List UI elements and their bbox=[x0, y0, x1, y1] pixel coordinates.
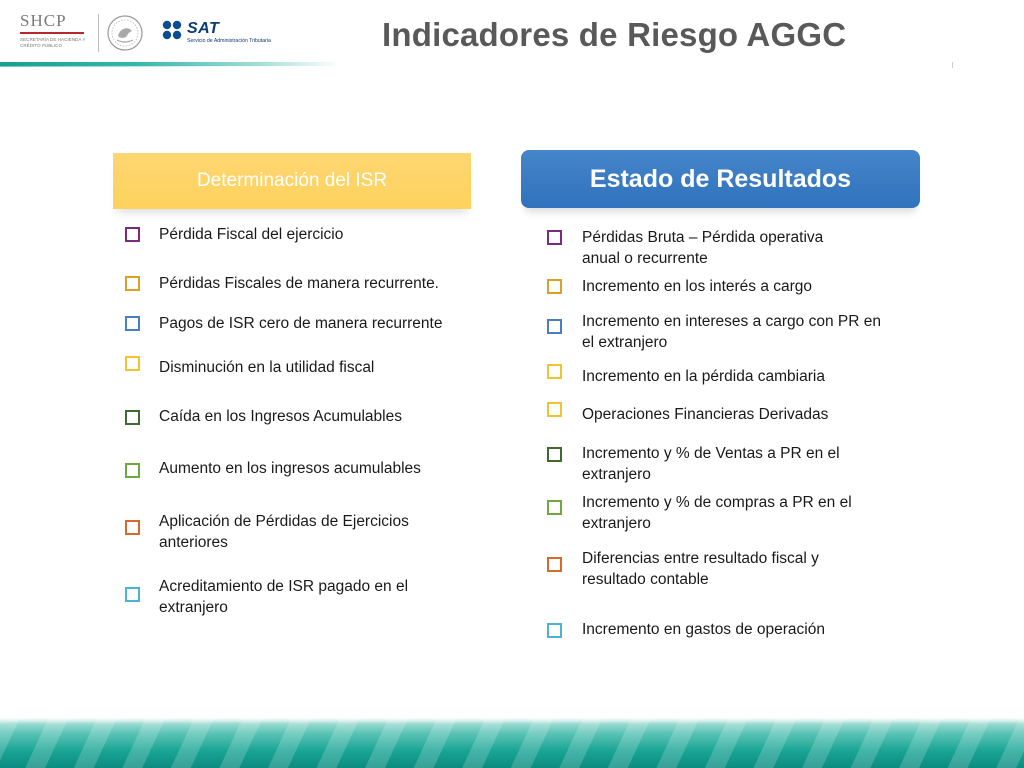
right-panel-heading-text: Estado de Resultados bbox=[589, 164, 852, 193]
list-item-label: Caída en los Ingresos Acumulables bbox=[159, 408, 402, 425]
sat-dots-icon bbox=[162, 20, 184, 42]
checkbox-square bbox=[547, 319, 562, 334]
checkbox-square bbox=[125, 463, 140, 478]
list-item-label: Pagos de ISR cero de manera recurrente bbox=[159, 315, 443, 332]
sat-logo bbox=[162, 18, 302, 50]
list-item-label: Incremento en gastos de operación bbox=[582, 621, 825, 638]
checkbox-square bbox=[125, 520, 140, 535]
checkbox-square bbox=[547, 447, 562, 462]
list-item-label: Pérdidas Bruta – Pérdida operativa anual o recurrente bbox=[582, 229, 824, 267]
list-item-label: Aplicación de Pérdidas de Ejercicios anteriores bbox=[159, 513, 409, 551]
checkbox-square bbox=[547, 402, 562, 417]
checkbox-square bbox=[547, 279, 562, 294]
list-item-label: Acreditamiento de ISR pagado en el extranjero bbox=[159, 578, 409, 616]
list-item-label: Disminución en la utilidad fiscal bbox=[159, 359, 375, 376]
shcp-logo bbox=[20, 12, 90, 48]
checkbox-square bbox=[125, 227, 140, 242]
checkbox-square bbox=[547, 623, 562, 638]
sat-name: SAT bbox=[187, 20, 220, 37]
checkbox-square bbox=[547, 364, 562, 379]
checkbox-square bbox=[547, 230, 562, 245]
list-item-label: Incremento y % de Ventas a PR en el extranjero bbox=[582, 445, 840, 483]
list-item-label: Diferencias entre resultado fiscal y resultado contable bbox=[582, 550, 819, 588]
footer-stripes bbox=[0, 718, 1024, 768]
left-panel-heading bbox=[113, 153, 471, 209]
left-panel-heading-text: Determinación del ISR bbox=[196, 170, 388, 191]
checkbox-square bbox=[547, 500, 562, 515]
right-panel-heading bbox=[521, 150, 920, 208]
list-item-label: Incremento y % de compras a PR en el extranjero bbox=[582, 494, 852, 532]
shcp-red-bar bbox=[20, 32, 84, 34]
list-item-label: Operaciones Financieras Derivadas bbox=[582, 406, 829, 423]
national-seal-icon bbox=[106, 14, 144, 52]
list-item-label: Aumento en los ingresos acumulables bbox=[159, 460, 421, 477]
sat-subtitle: Servicio de Administración Tributaria bbox=[187, 38, 271, 44]
header-accent-line-thin bbox=[0, 66, 260, 67]
checkbox-square bbox=[125, 316, 140, 331]
shcp-name: SHCP bbox=[20, 11, 67, 30]
list-item-label: Pérdida Fiscal del ejercicio bbox=[159, 226, 344, 243]
page-title: Indicadores de Riesgo AGGC bbox=[382, 16, 847, 53]
footer-highlight bbox=[0, 718, 1024, 724]
logo-divider bbox=[98, 14, 99, 52]
shcp-subtitle: SECRETARÍA DE HACIENDA Y CRÉDITO PÚBLICO bbox=[20, 37, 86, 48]
list-item-label: Pérdidas Fiscales de manera recurrente. bbox=[159, 275, 439, 292]
list-item-label: Incremento en intereses a cargo con PR en el extranjero bbox=[582, 313, 881, 351]
checkbox-square bbox=[125, 587, 140, 602]
checkbox-square bbox=[125, 276, 140, 291]
checkbox-square bbox=[547, 557, 562, 572]
header-tick-mark bbox=[952, 62, 953, 68]
list-item-label: Incremento en la pérdida cambiaria bbox=[582, 368, 825, 385]
footer-band bbox=[0, 718, 1024, 768]
checkbox-square bbox=[125, 356, 140, 371]
list-item-label: Incremento en los interés a cargo bbox=[582, 278, 813, 295]
checkbox-square bbox=[125, 410, 140, 425]
